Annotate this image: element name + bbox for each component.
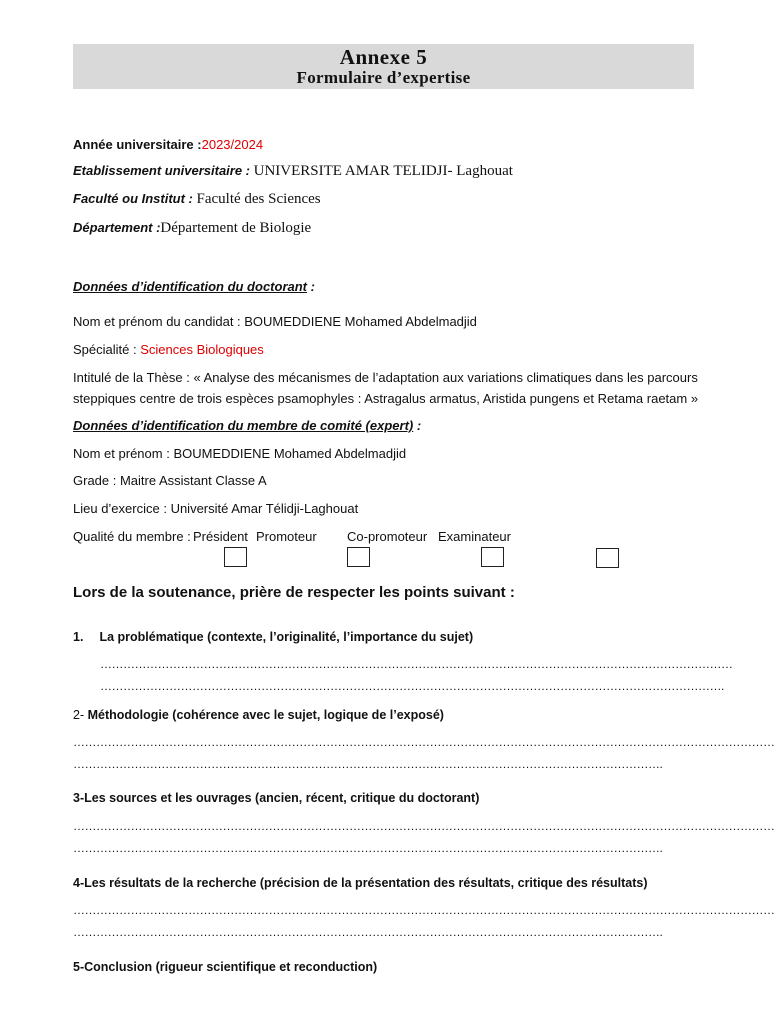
point-4-title: 4-Les résultats de la recherche (précision de la présentation des résultats, critique des résultats): [73, 876, 648, 890]
annex-title: Annexe 5: [339, 45, 428, 69]
point-3-heading: [73, 791, 479, 805]
membre-nom-line: [73, 446, 406, 461]
candidat-line: [73, 314, 477, 329]
form-subtitle: Formulaire d’expertise: [296, 68, 471, 87]
point-1-answer-line-1[interactable]: …………………………………………………………………………………………………………………………………………………: [100, 657, 733, 671]
etablissement-label: Etablissement universitaire :: [73, 163, 254, 178]
point-1-title: La problématique (contexte, l’originalité, l’importance du sujet): [99, 630, 474, 644]
departement-line: [73, 220, 311, 237]
membre-section-label: Données d’identification du membre de comité (expert): [73, 418, 414, 433]
etablissement-line: [73, 163, 513, 180]
point-5-heading: [73, 960, 377, 974]
point-3-answer-line-2[interactable]: ……………………………………………………………………………………………………………………………………….: [73, 841, 663, 855]
membre-nom-label: Nom et prénom :: [73, 446, 174, 461]
checkbox-president[interactable]: [224, 547, 247, 567]
etablissement-value: UNIVERSITE AMAR TELIDJI- Laghouat: [253, 163, 513, 179]
membre-nom-value: BOUMEDDIENE Mohamed Abdelmadjid: [173, 446, 407, 461]
grade-line: [73, 473, 267, 488]
role-examinateur-label: Examinateur: [438, 529, 511, 544]
qualite-label: Qualité du membre :: [73, 529, 191, 544]
role-promoteur-label: Promoteur: [256, 529, 317, 544]
faculte-line: [73, 191, 321, 208]
lieu-value: Université Amar Télidji-Laghouat: [170, 501, 359, 516]
membre-section-title: Données d’identification du membre de comité (expert) :: [73, 418, 422, 433]
faculte-label: Faculté ou Institut :: [73, 191, 197, 206]
checkbox-copromoteur[interactable]: [481, 547, 504, 567]
candidat-value: BOUMEDDIENE Mohamed Abdelmadjid: [244, 314, 477, 329]
point-5-title: 5-Conclusion (rigueur scientifique et reconduction): [73, 960, 378, 974]
specialite-line: [73, 342, 264, 357]
annee-value: 2023/2024: [201, 137, 264, 152]
role-president-label: Président: [193, 529, 248, 544]
faculte-value: Faculté des Sciences: [196, 191, 321, 207]
specialite-value: Sciences Biologiques: [140, 342, 264, 357]
point-1-answer-line-2[interactable]: ……………………………………………………………………………………………………………………………………………….: [100, 679, 724, 693]
point-1-number: 1.: [73, 630, 84, 644]
point-2-title: Méthodologie (cohérence avec le sujet, logique de l’exposé): [87, 708, 444, 722]
lieu-line: [73, 501, 358, 516]
qualite-line: [73, 529, 191, 544]
annex-header: [73, 44, 694, 89]
point-1-heading: [73, 630, 473, 644]
these-line-2: steppiques centre de trois espèces psamophyles : Astragalus armatus, Aristida pungens et Retama raetam »: [73, 391, 699, 406]
point-4-answer-line-1[interactable]: …………………………………………………………………………………………………………………………………………………………………: [73, 903, 775, 917]
checkbox-examinateur[interactable]: [596, 548, 619, 568]
point-2-answer-line-1[interactable]: …………………………………………………………………………………………………………………………………………………………………: [73, 735, 775, 749]
annee-label: Année universitaire :: [73, 137, 202, 152]
grade-label: Grade :: [73, 473, 120, 488]
departement-value: Département de Biologie: [160, 220, 312, 236]
annee-line: [73, 137, 263, 152]
specialite-label: Spécialité :: [73, 342, 141, 357]
instructions-heading: Lors de la soutenance, prière de respecter les points suivant :: [73, 584, 515, 601]
point-4-answer-line-2[interactable]: ……………………………………………………………………………………………………………………………………….: [73, 925, 663, 939]
these-line-1: Intitulé de la Thèse : « Analyse des mécanismes de l’adaptation aux variations climatiques dans les parcours: [73, 370, 698, 385]
point-2-heading: [73, 708, 444, 722]
doctorant-section-label: Données d’identification du doctorant: [73, 279, 307, 294]
role-copromoteur-label: Co-promoteur: [347, 529, 428, 544]
point-4-heading: [73, 876, 648, 890]
doctorant-section-title: Données d’identification du doctorant :: [73, 279, 315, 294]
grade-value: Maitre Assistant Classe A: [119, 473, 267, 488]
candidat-label: Nom et prénom du candidat :: [73, 314, 245, 329]
point-2-answer-line-2[interactable]: ……………………………………………………………………………………………………………………………………….: [73, 757, 663, 771]
checkbox-promoteur[interactable]: [347, 547, 370, 567]
point-3-answer-line-1[interactable]: …………………………………………………………………………………………………………………………………………………………………: [73, 819, 775, 833]
departement-label: Département :: [73, 220, 161, 235]
lieu-label: Lieu d’exercice :: [73, 501, 171, 516]
point-3-title: 3-Les sources et les ouvrages (ancien, récent, critique du doctorant): [73, 791, 480, 805]
point-2-number: 2-: [73, 708, 88, 722]
